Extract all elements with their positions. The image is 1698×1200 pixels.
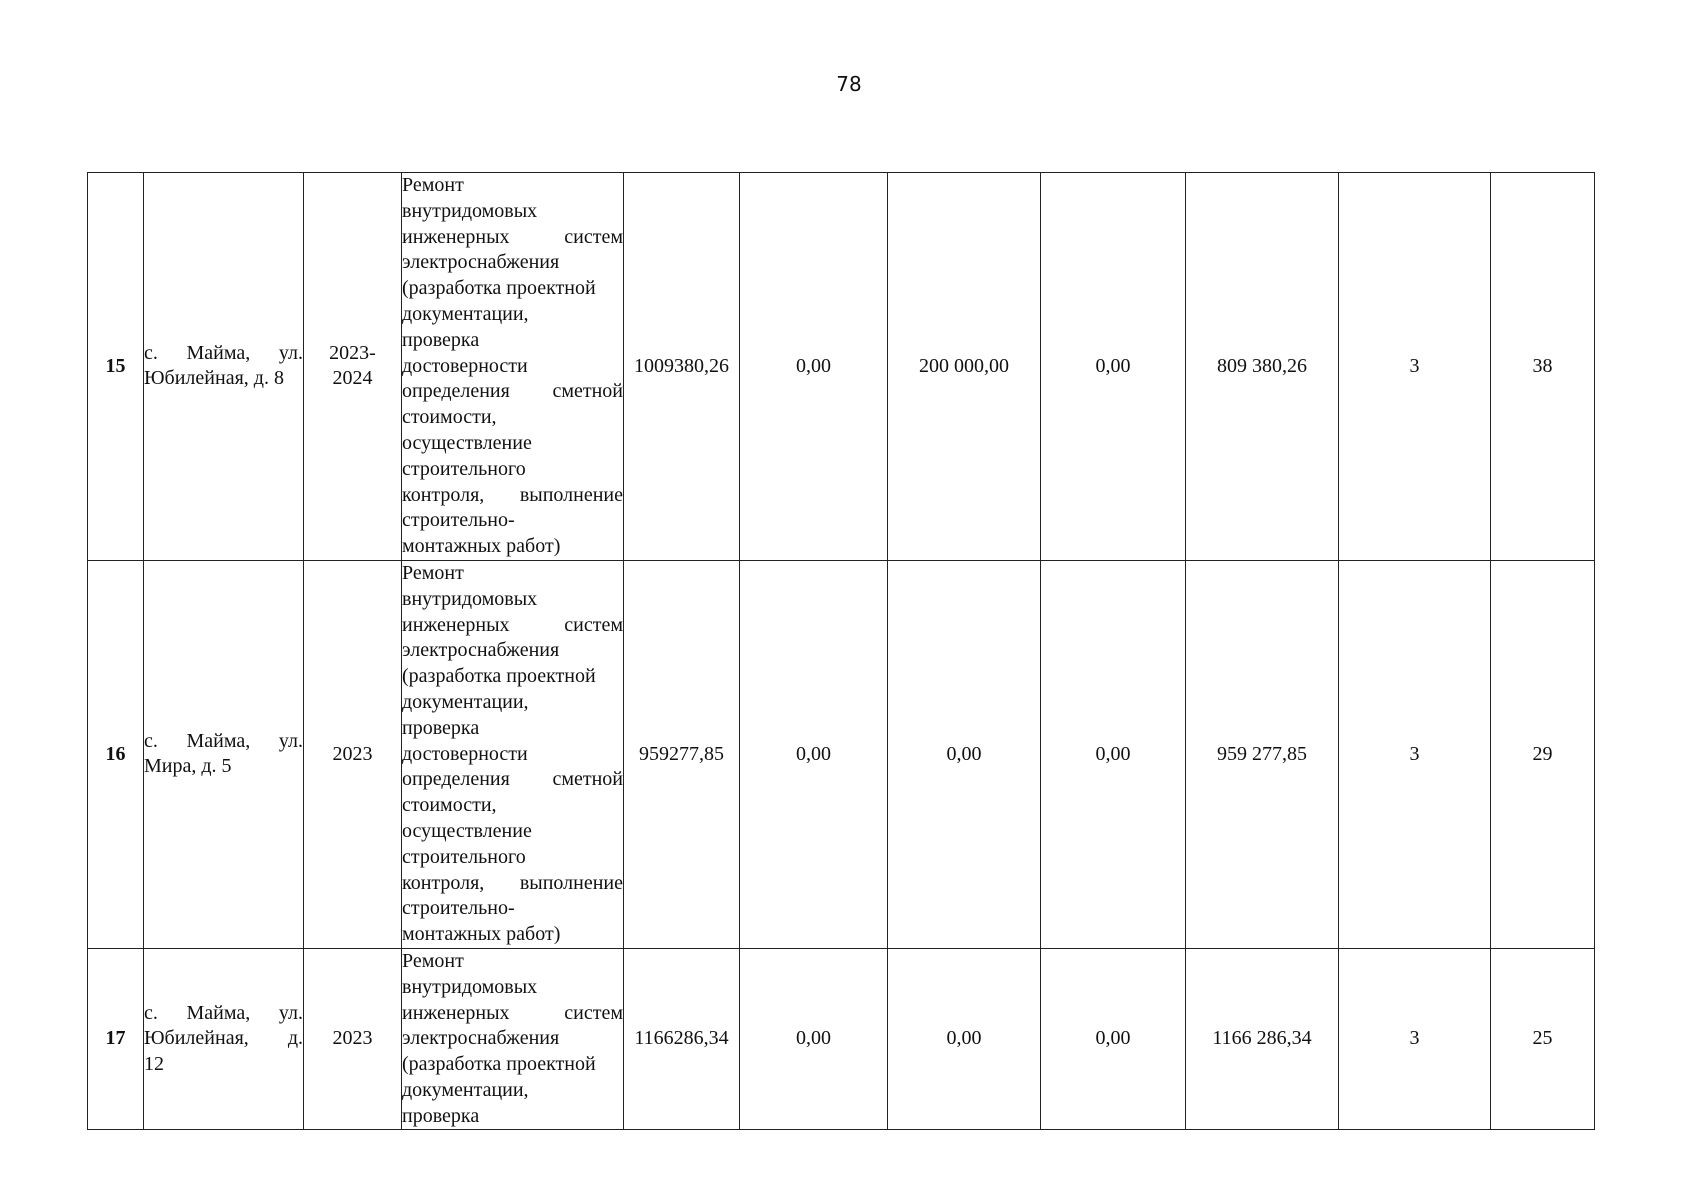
work-word: проверка xyxy=(402,328,480,351)
value-cell-2: 0,00 xyxy=(888,560,1041,948)
table-body xyxy=(88,173,1595,1130)
address-word: Мира, д. 5 xyxy=(144,755,232,778)
work-word: (разработка проектной xyxy=(402,277,596,300)
table-row xyxy=(88,948,1595,1130)
work-word: электроснабжения xyxy=(402,639,560,662)
address-word: с. xyxy=(144,341,158,364)
work-line xyxy=(402,975,623,1001)
work-word: инженерных xyxy=(402,1001,510,1024)
address-line xyxy=(144,1052,303,1078)
address-word: Майма, xyxy=(186,1001,251,1024)
value-cell-4: 959 277,85 xyxy=(1186,560,1339,948)
value-cell-5: 3 xyxy=(1339,948,1491,1130)
work-line xyxy=(402,250,623,276)
work-word: проверка xyxy=(402,716,480,739)
work-line xyxy=(402,354,623,380)
years-cell xyxy=(304,173,402,561)
work-line xyxy=(402,328,623,354)
value-cell-1: 0,00 xyxy=(740,173,888,561)
address-word: Юбилейная, д. 8 xyxy=(144,367,284,390)
work-word: документации, xyxy=(402,1078,529,1101)
value-cell-6: 29 xyxy=(1491,560,1595,948)
work-word: стоимости, xyxy=(402,794,497,817)
value-cell-1: 0,00 xyxy=(740,560,888,948)
row-number: 17 xyxy=(88,948,144,1130)
row-number: 15 xyxy=(88,173,144,561)
work-line xyxy=(402,379,623,405)
address-cell xyxy=(144,560,304,948)
row-number: 16 xyxy=(88,560,144,948)
work-word: документации, xyxy=(402,690,529,713)
work-word: электроснабжения xyxy=(402,251,560,274)
work-line xyxy=(402,405,623,431)
address-word: Майма, xyxy=(186,341,251,364)
work-word: определения xyxy=(402,380,510,403)
address-word: ул. xyxy=(278,1001,303,1024)
work-line xyxy=(402,276,623,302)
work-word: систем xyxy=(564,613,623,636)
work-word: контроля, xyxy=(402,871,485,894)
address-word: Майма, xyxy=(186,729,251,752)
work-description-cell xyxy=(402,948,624,1130)
value-cell-4: 809 380,26 xyxy=(1186,173,1339,561)
work-word: выполнение xyxy=(519,483,623,506)
work-line xyxy=(402,922,623,948)
work-word: монтажных работ) xyxy=(402,923,561,946)
address-word: ул. xyxy=(278,729,303,752)
work-line xyxy=(402,1104,623,1130)
year-line: 2023 xyxy=(332,742,373,765)
work-word: Ремонт xyxy=(402,949,464,972)
work-word: строительного xyxy=(402,845,526,868)
work-word: определения xyxy=(402,768,510,791)
work-word: электроснабжения xyxy=(402,1027,560,1050)
address-line xyxy=(144,729,303,755)
work-line xyxy=(402,949,623,975)
work-word: документации, xyxy=(402,302,529,325)
year-line: 2024 xyxy=(332,367,373,390)
work-word: инженерных xyxy=(402,613,510,636)
work-word: (разработка проектной xyxy=(402,665,596,688)
total-cost-cell: 1009380,26 xyxy=(624,173,740,561)
work-word: сметной xyxy=(552,768,623,791)
work-word: Ремонт xyxy=(402,174,464,196)
work-word: систем xyxy=(564,1001,623,1024)
value-cell-6: 38 xyxy=(1491,173,1595,561)
value-cell-3: 0,00 xyxy=(1041,560,1186,948)
address-word: с. xyxy=(144,1001,158,1024)
address-line xyxy=(144,366,303,392)
work-line xyxy=(402,302,623,328)
repair-program-table xyxy=(87,172,1595,1130)
table-row xyxy=(88,560,1595,948)
work-word: внутридомовых xyxy=(402,587,538,610)
address-word: д. xyxy=(287,1027,303,1050)
work-line xyxy=(402,587,623,613)
address-word: ул. xyxy=(278,341,303,364)
value-cell-2: 200 000,00 xyxy=(888,173,1041,561)
work-line xyxy=(402,690,623,716)
address-line xyxy=(144,341,303,367)
address-cell xyxy=(144,948,304,1130)
work-word: достоверности xyxy=(402,742,528,765)
address-word: с. xyxy=(144,729,158,752)
value-cell-1: 0,00 xyxy=(740,948,888,1130)
value-cell-6: 25 xyxy=(1491,948,1595,1130)
work-word: стоимости, xyxy=(402,406,497,429)
work-line xyxy=(402,431,623,457)
value-cell-4: 1166 286,34 xyxy=(1186,948,1339,1130)
work-word: достоверности xyxy=(402,354,528,377)
address-word: 12 xyxy=(144,1053,164,1076)
work-word: монтажных работ) xyxy=(402,535,561,558)
work-description-cell xyxy=(402,173,624,561)
value-cell-2: 0,00 xyxy=(888,948,1041,1130)
value-cell-3: 0,00 xyxy=(1041,173,1186,561)
work-line xyxy=(402,664,623,690)
address-word: Юбилейная, xyxy=(144,1027,249,1050)
work-line xyxy=(402,793,623,819)
year-line: 2023- xyxy=(329,341,376,364)
years-cell xyxy=(304,948,402,1130)
work-line xyxy=(402,561,623,587)
work-line xyxy=(402,871,623,897)
work-line xyxy=(402,896,623,922)
work-line xyxy=(402,1001,623,1027)
address-line xyxy=(144,1026,303,1052)
work-line xyxy=(402,742,623,768)
work-description-cell xyxy=(402,560,624,948)
work-word: проверка xyxy=(402,1104,480,1127)
work-line xyxy=(402,845,623,871)
table-row xyxy=(88,173,1595,561)
work-word: строительно- xyxy=(402,897,515,920)
work-word: строительного xyxy=(402,457,526,480)
work-line xyxy=(402,508,623,534)
work-word: внутридомовых xyxy=(402,975,538,998)
year-line: 2023 xyxy=(332,1027,373,1050)
work-line xyxy=(402,457,623,483)
work-line xyxy=(402,225,623,251)
work-word: осуществление xyxy=(402,431,532,454)
work-line xyxy=(402,1052,623,1078)
page-number: 78 xyxy=(836,72,862,96)
work-word: строительно- xyxy=(402,509,515,532)
work-word: систем xyxy=(564,225,623,248)
total-cost-cell: 1166286,34 xyxy=(624,948,740,1130)
work-word: сметной xyxy=(552,380,623,403)
work-word: Ремонт xyxy=(402,561,464,584)
work-word: выполнение xyxy=(519,871,623,894)
value-cell-5: 3 xyxy=(1339,560,1491,948)
work-line xyxy=(402,534,623,560)
work-line xyxy=(402,767,623,793)
work-line xyxy=(402,716,623,742)
address-cell xyxy=(144,173,304,561)
work-line xyxy=(402,483,623,509)
value-cell-3: 0,00 xyxy=(1041,948,1186,1130)
work-word: осуществление xyxy=(402,819,532,842)
work-word: (разработка проектной xyxy=(402,1053,596,1076)
work-line xyxy=(402,819,623,845)
work-line xyxy=(402,638,623,664)
work-line xyxy=(402,1078,623,1104)
work-word: инженерных xyxy=(402,225,510,248)
address-line xyxy=(144,1001,303,1027)
work-line xyxy=(402,613,623,639)
work-line xyxy=(402,1026,623,1052)
years-cell xyxy=(304,560,402,948)
work-word: контроля, xyxy=(402,483,485,506)
total-cost-cell: 959277,85 xyxy=(624,560,740,948)
work-line xyxy=(402,199,623,225)
value-cell-5: 3 xyxy=(1339,173,1491,561)
work-line xyxy=(402,173,623,199)
work-word: внутридомовых xyxy=(402,199,538,222)
address-line xyxy=(144,754,303,780)
